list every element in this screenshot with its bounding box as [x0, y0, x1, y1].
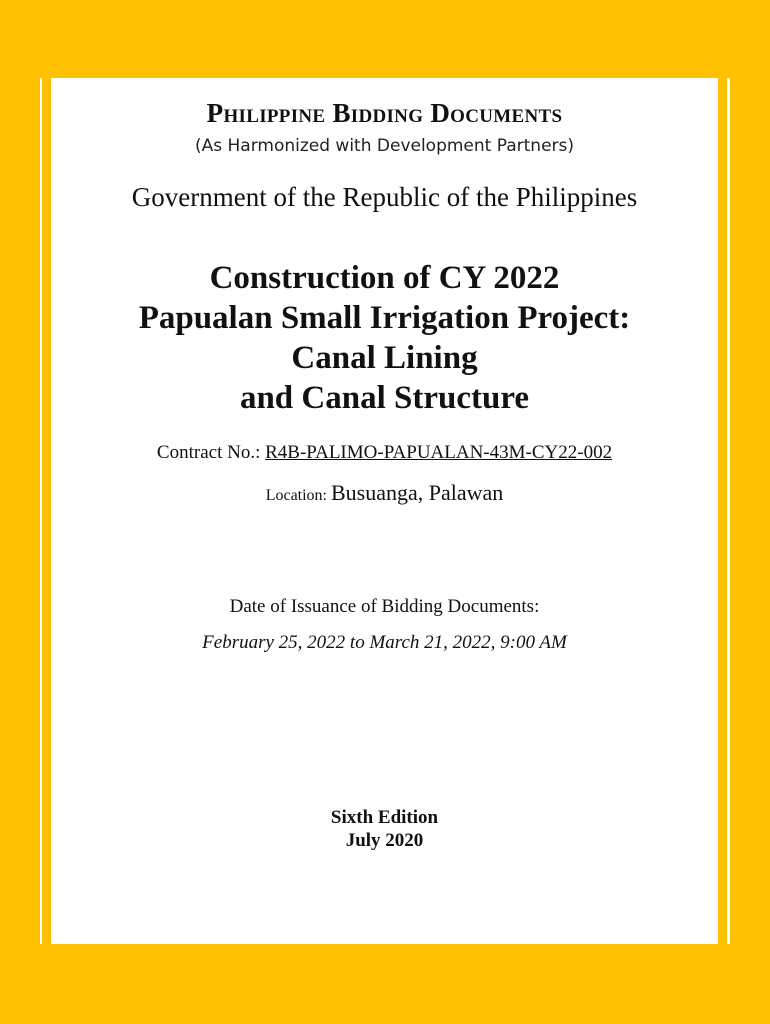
left-border-bar [0, 78, 40, 944]
project-title-line: Construction of CY 2022 [209, 260, 560, 296]
project-title [51, 258, 718, 418]
location-label: Location: [265, 487, 331, 504]
right-border-bar [730, 78, 770, 944]
top-border-band [0, 0, 770, 78]
left-border-stripe [42, 78, 51, 944]
document-title: Philippine Bidding Documents [206, 98, 563, 128]
contract-label: Contract No.: [156, 442, 266, 463]
document-subtitle: (As Harmonized with Development Partners) [194, 136, 575, 156]
location-value: Busuanga, Palawan [331, 480, 504, 505]
project-title-line: Canal Lining [291, 340, 478, 376]
edition-name: Sixth Edition [330, 807, 439, 828]
contract-value: R4B-PALIMO-PAPUALAN-43M-CY22-002 [265, 442, 613, 463]
edition-date: July 2020 [345, 830, 424, 851]
issuance-label: Date of Issuance of Bidding Documents: [229, 596, 540, 617]
edition-info [51, 806, 718, 852]
right-border-stripe [718, 78, 727, 944]
bottom-border-band [0, 944, 770, 1024]
project-title-line: and Canal Structure [239, 380, 530, 416]
location [51, 480, 718, 506]
cover-page [51, 78, 718, 944]
project-title-line: Papualan Small Irrigation Project: [138, 300, 631, 336]
government-name: Government of the Republic of the Philippines [131, 182, 638, 212]
issuance-date: February 25, 2022 to March 21, 2022, 9:00 AM [202, 632, 567, 653]
contract-number [51, 442, 718, 464]
